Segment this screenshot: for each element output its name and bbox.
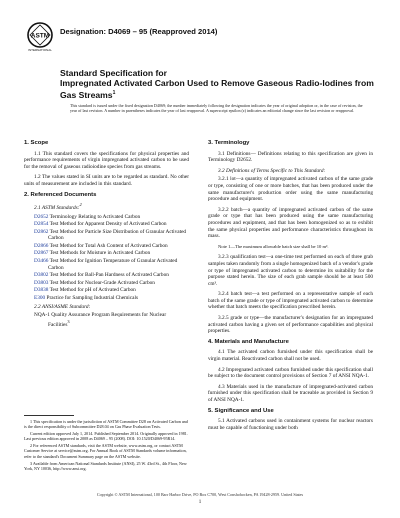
title-line1: Standard Specification for [60,68,167,78]
reference-item [34,287,189,294]
reference-item [34,221,189,228]
para-4-3: 4.3 Materials used in the manufacture of impregnated-activated carbon furnished under this specification shall be traceable as provided in Section 9 of ANSI NQA-1. [208,383,373,403]
reference-link[interactable]: D3802 [34,272,49,279]
reference-link[interactable]: D2866 [34,242,49,249]
title-block [60,68,380,100]
footnote-1: 1 This specification is under the jurisdiction of ASTM Committee D28 on Activated Carbon and is the direct responsibility of Subcommittee D28.04 on Gas Phase Evaluation Tests. [24,419,188,430]
designation: Designation: D4069 – 95 (Reapproved 2014) [60,27,218,36]
section-4-heading: 4. Materials and Manufacture [208,338,289,345]
footnote-mark-2: 2 [79,202,82,208]
section-1-heading: 1. Scope [24,140,49,146]
reference-link[interactable]: D2862 [34,228,49,235]
reference-link[interactable]: D3838 [34,287,49,294]
reference-link[interactable]: D3466 [34,258,49,265]
footnote-1b: Current edition approved July 1, 2014. Published September 2014. Originally approved in 1981. Last previous edition approved in 2008 as D4069 – 95 (2008). DOI: 10.1520/D4069-95R14. [24,431,188,442]
astm-standards-subhead [34,202,189,211]
reference-item [34,214,189,221]
standard-notice: This standard is issued under the fixed designation D4069; the number immediately following the designation indicates the year of original adoption or, in the case of revision, the year of last revision. A number in parentheses indicates the year of last reapproval. A superscript epsilon (ε) indicates an editorial change since the last revision or reapproval. [70,103,363,114]
note-1: Note 1—The maximum allowable batch size shall be 10 m³. [218,243,329,249]
reference-title: Practice for Sampling Industrial Chemicals [45,295,139,302]
section-2-heading: 2. Referenced Documents [24,191,97,198]
title-text: Impregnated Activated Carbon Used to Remove Gaseous Radio-Iodines from Gas Streams [60,78,374,100]
reference-title: Test Method for Nuclear-Grade Activated Carbon [48,279,155,286]
reference-link[interactable]: D3803 [34,279,49,286]
ansi-subhead: 2.2 ANSI/ASME Standard: [34,303,91,310]
footnote-mark-3: 3 [67,318,70,324]
footnote-rule [24,415,74,416]
section-3-heading: 3. Terminology [208,140,250,146]
reference-link[interactable]: D2854 [34,221,49,228]
reference-item [34,250,189,257]
page-number: 1 [198,500,202,505]
para-4-1: 4.1 The activated carbon furnished under this specification shall be virgin material. Reactivated carbon shall not be used. [208,349,373,363]
reference-list [24,214,189,302]
right-column [208,140,373,435]
footnote-3: 3 Available from American National Standards Institute (ANSI), 25 W. 43rd St., 4th Floor, New York, NY 10036, http://www.ansi.org. [24,460,187,471]
reference-item [34,272,189,279]
reference-item [34,258,189,271]
reference-link[interactable]: D2652 [34,213,49,220]
reference-title: Test Method for pH of Activated Carbon [48,287,136,294]
reference-title: Test Method for Ignition Temperature of Granular Activated Carbon [48,258,178,271]
para-3-2-1: 3.2.1 lot—a quantity of impregnated activated carbon of the same grade or type, consisting of one or more batches, that has been produced under the same manufacturer's production order using the same manufacturing procedure and equipment. [208,176,373,203]
para-4-2: 4.2 Impregnated activated carbon furnished under this specification shall be subject to the document control provisions of Section 7 of ANSI NQA-1. [208,366,373,380]
reference-item [34,229,189,242]
footnotes [24,415,189,473]
reference-link[interactable]: D2867 [34,250,49,257]
reference-item [34,280,189,287]
astm-standards-label: 2.1 ASTM Standards: [34,204,80,211]
astm-logo [24,20,56,52]
title-footnote-mark: 1 [112,90,116,96]
para-3-2-2: 3.2.2 batch—a quantity of impregnated activated carbon of the same grade or type that has been produced using the same manufacturing procedures and equipment, and that has been homogenized so as to exhibit the same physical properties and performance characteristics throughout its mass. [208,206,373,240]
para-1-1: 1.1 This standard covers the specifications for physical properties and performance requirements of virgin impregnated activated carbon to be used for the removal of gaseous radioiodine species from gas streams. [24,150,189,170]
logo-sub: INTERNATIONAL [28,48,52,52]
reference-title: Test Method for Ball-Pan Hardness of Activated Carbon [48,272,169,279]
reference-link[interactable]: E300 [34,295,46,302]
ansi-reference-text: NQA-1 Quality Assurance Program Requirements for Nuclear Facilities [34,312,167,328]
reference-title: Test Method for Particle Size Distribution of Granular Activated Carbon [48,228,187,242]
para-3-2-4: 3.2.4 batch test—a test performed on a representative sample of each batch of the same grade or type of impregnated activated carbon to determine whether that batch meets the specification prescribed herein. [208,291,373,311]
reference-title: Test Method for Apparent Density of Activated Carbon [48,221,167,228]
ansi-reference [34,312,189,328]
reference-title: Test Method for Total Ash Content of Activated Carbon [48,242,168,249]
reference-title: Terminology Relating to Activated Carbon [48,213,141,220]
reference-item [34,243,189,250]
definitions-subhead: 3.2 Definitions of Terms Specific to This Standard: [218,167,326,174]
para-3-2-3: 3.2.3 qualification test—a one-time test performed on each of three grab samples taken randomly from a single homogenized batch of a vendor's grade or type of impregnated activated carbon to determine its suitability for the purpose stated herein. The size of each grab sample should be at least 500 cm³. [208,254,373,287]
reference-item [34,295,189,302]
para-3-1: 3.1 Definitions— Definitions relating to this specification are given in Terminology D2652. [208,150,373,164]
logo-label: ASTM [30,32,50,40]
section-5-heading: 5. Significance and Use [208,407,274,414]
para-3-2-5: 3.2.5 grade or type—the manufacturer's designation for an impregnated activated carbon having a given set of performance capabilities and physical properties. [208,315,373,335]
title-line2 [60,78,380,100]
left-column [24,140,189,329]
footnote-2: 2 For referenced ASTM standards, visit the ASTM website, www.astm.org, or contact ASTM Customer Service at service@astm.org. For Annual Book of ASTM Standards volume information, refer to the standard's Document Summary page on the ASTM website. [24,443,187,459]
para-1-2: 1.2 The values stated in SI units are to be regarded as standard. No other units of measurement are included in this standard. [24,174,189,187]
reference-title: Test Methods for Moisture in Activated Carbon [48,250,151,257]
para-5-1: 5.1 Activated carbons used in containment systems for nuclear reactors must be capable of functioning under both [208,418,373,431]
copyright-footer: Copyright © ASTM International, 100 Barr Harbor Drive, PO Box C700, West Conshohocken, PA 19428-2959. United States [96,492,304,497]
